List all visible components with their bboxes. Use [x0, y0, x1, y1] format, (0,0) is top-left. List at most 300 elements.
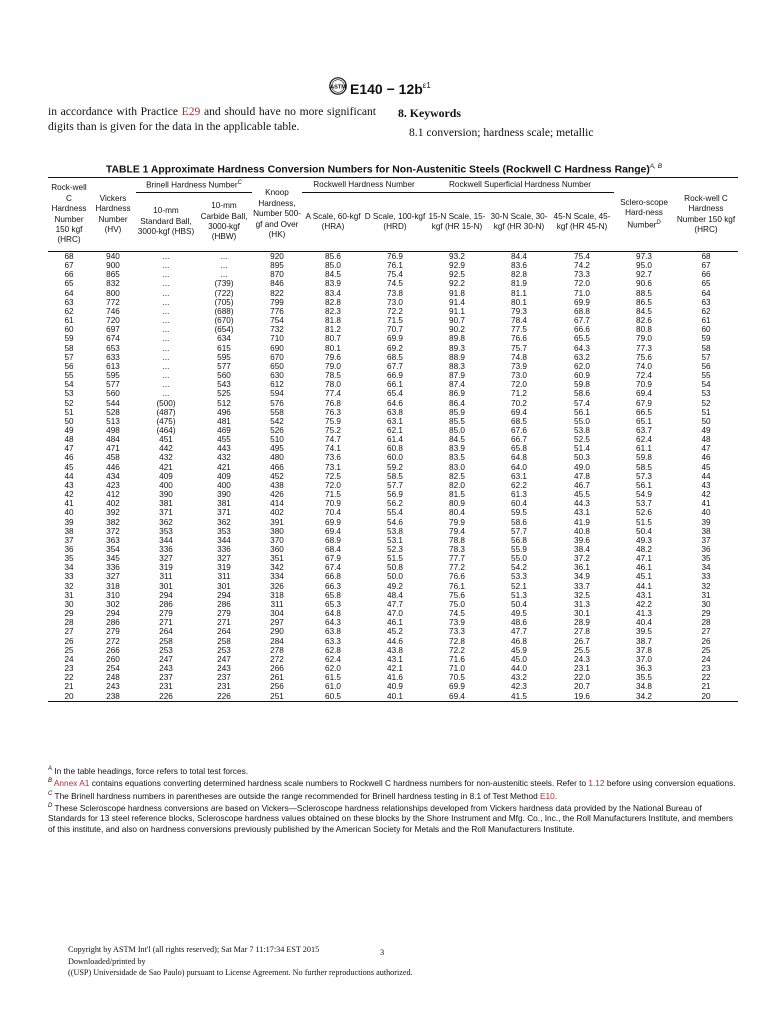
- table-cell: 48: [701, 435, 711, 445]
- table-row: [48, 289, 738, 298]
- table-cell: 36.1: [574, 563, 590, 573]
- table-cell: 50.4: [636, 526, 652, 536]
- table-cell: 81.5: [449, 490, 465, 500]
- table-cell: 66.7: [511, 435, 527, 445]
- table-row: [48, 692, 738, 702]
- table-cell: 52: [64, 398, 74, 408]
- table-cell: 48.4: [387, 590, 403, 600]
- table-cell: 59: [701, 334, 711, 344]
- table-cell: 344: [159, 535, 173, 545]
- table-cell: 231: [217, 682, 231, 692]
- table-cell: 226: [136, 692, 196, 702]
- table-row: [48, 325, 738, 334]
- table-cell: 412: [106, 490, 120, 500]
- table-cell: 62: [701, 306, 711, 316]
- table-cell: 74.0: [636, 361, 652, 371]
- table-cell: 83.6: [511, 261, 527, 271]
- table-cell: (670): [214, 316, 234, 326]
- table-cell: 30: [701, 599, 711, 609]
- table-cell: 78.5: [325, 371, 341, 381]
- table-cell: 294: [106, 609, 120, 619]
- table-cell: 86.4: [449, 398, 465, 408]
- table-row: [48, 572, 738, 581]
- table-cell: ...: [220, 261, 228, 271]
- table-cell: 69.4: [325, 526, 341, 536]
- table-cell: 382: [106, 517, 120, 527]
- table-cell: 690: [270, 343, 284, 353]
- table-cell: 74.7: [325, 435, 341, 445]
- table-cell: 870: [270, 270, 284, 280]
- header-vickers: Vickers Hardness Number (HV): [90, 178, 136, 252]
- table-cell: 353: [217, 526, 231, 536]
- table-cell: 50.3: [574, 453, 590, 463]
- table-cell: 35.5: [636, 673, 652, 683]
- table-cell: 710: [270, 334, 284, 344]
- table-cell: 76.1: [387, 261, 403, 271]
- table-cell: 59.5: [511, 508, 527, 518]
- table-cell: 92.7: [636, 270, 652, 280]
- table-cell: 75.4: [387, 270, 403, 280]
- table-cell: 70.7: [387, 325, 403, 335]
- table-cell: 31: [64, 590, 74, 600]
- table-cell: 76.6: [449, 572, 465, 582]
- table-cell: 37.2: [574, 554, 590, 564]
- table-cell: 336: [159, 545, 173, 554]
- table-cell: 595: [106, 371, 120, 381]
- table-cell: 720: [106, 316, 120, 326]
- table-cell: 76.6: [511, 334, 527, 344]
- table-cell: 69.9: [325, 517, 341, 527]
- table-cell: 51: [701, 407, 711, 417]
- table-cell: ...: [162, 261, 170, 271]
- table-cell: 48.6: [511, 618, 527, 628]
- practice-e29-link[interactable]: E29: [181, 105, 201, 118]
- table-cell: 43.1: [636, 590, 652, 600]
- table-cell: 42.1: [387, 664, 403, 674]
- table-cell: 63.1: [511, 471, 527, 481]
- table-cell: 91.8: [449, 288, 465, 298]
- table-cell: 87.9: [449, 371, 465, 381]
- page-number: 3: [380, 948, 385, 957]
- table-cell: 286: [217, 599, 231, 609]
- table-cell: 670: [270, 352, 284, 362]
- table-cell: 336: [106, 563, 120, 573]
- table-cell: 33.7: [574, 581, 590, 591]
- table-cell: 370: [270, 535, 284, 545]
- table-cell: 39.5: [636, 627, 652, 637]
- table-row: [48, 279, 738, 288]
- table-cell: 409: [159, 471, 173, 481]
- table-cell: 55: [701, 371, 711, 381]
- table-cell: 44.6: [387, 636, 403, 646]
- svg-text:ASTM: ASTM: [330, 84, 346, 91]
- table-cell: 67.6: [511, 425, 527, 435]
- table-row: [48, 527, 738, 536]
- table-cell: 261: [270, 673, 284, 683]
- table-cell: 90.2: [449, 325, 465, 335]
- table-cell: 74.5: [387, 279, 403, 289]
- table-cell: 634: [217, 334, 231, 344]
- table-cell: 34: [64, 563, 74, 573]
- table-cell: 60.9: [574, 371, 590, 381]
- table-cell: 37: [701, 535, 711, 545]
- table-cell: 27.8: [574, 627, 590, 637]
- table-row: [48, 591, 738, 600]
- table-cell: 319: [159, 563, 173, 573]
- table-cell: 443: [217, 444, 231, 454]
- table-cell: ...: [220, 252, 228, 261]
- table-cell: 41.3: [636, 609, 652, 619]
- table-cell: 353: [159, 526, 173, 536]
- table-cell: 56.8: [511, 535, 527, 545]
- table-cell: 438: [270, 480, 284, 490]
- table-cell: 20: [48, 692, 90, 702]
- header-hr15n: 15-N Scale, 15-kgf (HR 15-N): [426, 193, 488, 252]
- table-cell: 258: [159, 636, 173, 646]
- table-cell: 297: [270, 618, 284, 628]
- table-cell: 28: [701, 618, 711, 628]
- table-cell: 310: [106, 590, 120, 600]
- table-cell: 70.9: [325, 499, 341, 509]
- table-cell: 68.9: [325, 535, 341, 545]
- hardness-conversion-table: [48, 177, 738, 702]
- header-rockwell-group: Rockwell Hardness Number: [302, 178, 426, 193]
- table-cell: 80.7: [325, 334, 341, 344]
- table-cell: 73.9: [511, 361, 527, 371]
- table-cell: 226: [196, 692, 252, 702]
- table-cell: 47.7: [387, 599, 403, 609]
- table-cell: 62.8: [325, 645, 341, 655]
- table-cell: 363: [106, 535, 120, 545]
- table-cell: (705): [214, 297, 234, 307]
- table-cell: ...: [162, 380, 170, 390]
- table-cell: ...: [162, 343, 170, 353]
- table-row: [48, 408, 738, 417]
- table-cell: 45: [701, 462, 711, 472]
- table-cell: 402: [106, 499, 120, 509]
- test-method-e10-link[interactable]: E10: [540, 790, 555, 801]
- table-cell: 51.5: [636, 517, 652, 527]
- table-cell: 45: [64, 462, 74, 472]
- header-hrc-left: Rock-well C Hardness Number 150 kgf (HRC): [48, 178, 90, 252]
- table-cell: 36: [64, 545, 74, 554]
- table-cell: 63.1: [387, 416, 403, 426]
- table-cell: 73.8: [387, 288, 403, 298]
- table-cell: 68.5: [387, 352, 403, 362]
- table-cell: 83.9: [449, 444, 465, 454]
- table-cell: 61: [64, 316, 74, 326]
- table-cell: 360: [270, 545, 284, 554]
- table-cell: 73.0: [511, 371, 527, 381]
- table-cell: 67: [64, 261, 74, 271]
- table-cell: 86.5: [636, 297, 652, 307]
- table-cell: 237: [217, 673, 231, 683]
- table-cell: 301: [159, 581, 173, 591]
- header-superficial-group: Rockwell Superficial Hardness Number: [426, 178, 614, 193]
- table-cell: 78.3: [449, 545, 465, 554]
- table-cell: 66.3: [325, 581, 341, 591]
- table-cell: ...: [162, 389, 170, 399]
- table-cell: 97.3: [636, 252, 652, 261]
- table-cell: 64.3: [574, 343, 590, 353]
- table-cell: 318: [106, 581, 120, 591]
- table-cell: 77.2: [449, 563, 465, 573]
- table-cell: 73.0: [387, 297, 403, 307]
- table-cell: 414: [270, 499, 284, 509]
- table-cell: 73.6: [325, 453, 341, 463]
- footnote-d: $^D$ These Scleroscope hardness conversions are based on Vickers—Scleroscope hardness relationships developed from Vickers hardness data provided by the National Bureau of Standards for 13 steel reference blocks, Scleroscope hardness values obtained on these blocks by the Shore Instrument and Mfg. Co., Inc., the Roll Manufacturers Institute, and members of this institute, and also on hardness conversions previously published by the American Society for Metals and the Roll Manufacturers Institute.: [48, 802, 733, 834]
- table-cell: 362: [159, 517, 173, 527]
- table-cell: 279: [217, 609, 231, 619]
- table-cell: 21: [701, 682, 711, 692]
- table-cell: 59.2: [387, 462, 403, 472]
- table-cell: 65.5: [574, 334, 590, 344]
- table-cell: 371: [159, 508, 173, 518]
- table-cell: 87.4: [449, 380, 465, 390]
- table-footnotes: [48, 764, 740, 834]
- table-cell: 72.0: [511, 380, 527, 390]
- table-cell: 45.9: [511, 645, 527, 655]
- table-cell: 311: [270, 599, 284, 609]
- table-cell: 38: [701, 526, 711, 536]
- table-cell: 426: [270, 490, 284, 500]
- table-cell: 56.1: [636, 480, 652, 490]
- table-cell: 66: [701, 270, 711, 280]
- annex-a1-link[interactable]: Annex A1: [52, 778, 90, 789]
- table-cell: 26: [701, 636, 711, 646]
- table-cell: 85.6: [325, 252, 341, 261]
- table-cell: 82.5: [449, 471, 465, 481]
- table-cell: 28.9: [574, 618, 590, 628]
- table-cell: 400: [217, 480, 231, 490]
- table-row: [48, 307, 738, 316]
- table-cell: 43.8: [387, 645, 403, 655]
- table-cell: 41: [701, 499, 711, 509]
- table-cell: 75.2: [325, 425, 341, 435]
- table-cell: 392: [106, 508, 120, 518]
- table-row: [48, 261, 738, 270]
- table-cell: 80.9: [449, 499, 465, 509]
- table-cell: 52.5: [574, 435, 590, 445]
- table-cell: 55.0: [574, 416, 590, 426]
- table-cell: 72.5: [325, 471, 341, 481]
- continued-paragraph: in accordance with Practice E29 and should have no more significant digits than is given for the data in the applicable table.: [48, 105, 377, 133]
- table-cell: 74.5: [449, 609, 465, 619]
- table-cell: 66.1: [387, 380, 403, 390]
- table-cell: 83.4: [325, 288, 341, 298]
- footnote-c: $^C$ The Brinell hardness numbers in parentheses are outside the range recommended for Brinell hardness testing in 8.1 of Test Method E10.: [48, 790, 558, 801]
- table-cell: 54: [701, 380, 711, 390]
- table-cell: 90.6: [636, 279, 652, 289]
- table-cell: 26: [64, 636, 74, 646]
- table-cell: 83.0: [449, 462, 465, 472]
- table-cell: 62: [64, 306, 74, 316]
- table-cell: 495: [270, 444, 284, 454]
- table-cell: 68.4: [325, 545, 341, 554]
- table-cell: 326: [270, 581, 284, 591]
- table-cell: 69.9: [387, 334, 403, 344]
- table-cell: 67.9: [325, 554, 341, 564]
- table-cell: 38.4: [574, 545, 590, 554]
- table-cell: 65.3: [325, 599, 341, 609]
- table-cell: 59: [64, 334, 74, 344]
- table-cell: 82.8: [511, 270, 527, 280]
- table-cell: 66.8: [325, 572, 341, 582]
- table-cell: 71.6: [449, 654, 465, 664]
- table-row: [48, 380, 738, 389]
- table-cell: 248: [106, 673, 120, 683]
- table-cell: 38.7: [636, 636, 652, 646]
- table-cell: 46.7: [574, 480, 590, 490]
- table-cell: 67.7: [387, 361, 403, 371]
- table-cell: 26.7: [574, 636, 590, 646]
- table-cell: 72.4: [636, 371, 652, 381]
- table-cell: 52.1: [511, 581, 527, 591]
- table-cell: 72.0: [325, 480, 341, 490]
- table-cell: 61.5: [325, 673, 341, 683]
- table-cell: 66.9: [387, 371, 403, 381]
- table-cell: 594: [270, 389, 284, 399]
- table-cell: 351: [270, 554, 284, 564]
- downloaded-line: Downloaded/printed by: [68, 956, 146, 966]
- table-cell: 31: [701, 590, 711, 600]
- table-cell: 44.3: [574, 499, 590, 509]
- table-cell: 380: [270, 526, 284, 536]
- table-row: [48, 371, 738, 380]
- table-cell: 272: [270, 654, 284, 664]
- table-cell: 71.0: [449, 664, 465, 674]
- table-row: [48, 545, 738, 554]
- table-cell: 67: [701, 261, 711, 271]
- table-cell: (688): [214, 306, 234, 316]
- table-cell: 832: [106, 279, 120, 289]
- table-cell: 82.8: [325, 297, 341, 307]
- table-cell: 271: [217, 618, 231, 628]
- table-cell: 49: [701, 425, 711, 435]
- table-cell: 577: [106, 380, 120, 390]
- table-cell: 45.2: [387, 627, 403, 637]
- table-cell: 63.8: [325, 627, 341, 637]
- table-cell: 50.0: [387, 572, 403, 582]
- table-cell: 57.7: [387, 480, 403, 490]
- table-cell: 754: [270, 316, 284, 326]
- table-cell: 630: [270, 371, 284, 381]
- section-1-12-link[interactable]: 1.12: [588, 778, 605, 789]
- table-cell: 45.5: [574, 490, 590, 500]
- header-hrc-right: Rock-well C Hardness Number 150 kgf (HRC): [674, 178, 738, 252]
- table-body: [48, 252, 738, 702]
- table-cell: 558: [270, 407, 284, 417]
- table-cell: 44: [701, 471, 711, 481]
- table-cell: 653: [106, 343, 120, 353]
- table-cell: 452: [270, 471, 284, 481]
- table-cell: 36.3: [636, 664, 652, 674]
- table-cell: 76.8: [325, 398, 341, 408]
- table-cell: 253: [159, 645, 173, 655]
- table-cell: 61.1: [636, 444, 652, 454]
- footnote-a: $^A$ In the table headings, force refers to total test forces.: [48, 765, 249, 776]
- table-cell: 40.1: [364, 692, 426, 702]
- table-cell: 391: [270, 517, 284, 527]
- table-cell: 271: [159, 618, 173, 628]
- table-cell: 54.2: [511, 563, 527, 573]
- table-cell: 50: [64, 416, 74, 426]
- table-cell: 258: [217, 636, 231, 646]
- table-cell: 60.4: [511, 499, 527, 509]
- table-cell: 615: [217, 343, 231, 353]
- table-cell: 940: [106, 252, 120, 261]
- table-cell: 65: [64, 279, 74, 289]
- table-cell: 40.8: [574, 526, 590, 536]
- table-cell: 432: [217, 453, 231, 463]
- table-cell: 77.3: [636, 343, 652, 353]
- table-cell: 59.8: [636, 453, 652, 463]
- table-cell: 354: [106, 545, 120, 554]
- table-row: [48, 353, 738, 362]
- table-cell: 69.4: [636, 389, 652, 399]
- table-cell: 33: [701, 572, 711, 582]
- table-cell: 71.5: [387, 316, 403, 326]
- table-cell: 302: [106, 599, 120, 609]
- table-cell: 49.5: [511, 609, 527, 619]
- table-cell: 60: [64, 325, 74, 335]
- table-cell: 71.2: [511, 389, 527, 399]
- table-cell: 50: [701, 416, 711, 426]
- table-cell: 41: [64, 499, 74, 509]
- table-cell: 75.9: [325, 416, 341, 426]
- table-row: [48, 417, 738, 426]
- table-cell: 47.7: [511, 627, 527, 637]
- page-header: [0, 77, 768, 97]
- table-row: [48, 334, 738, 343]
- table-cell: 30.1: [574, 609, 590, 619]
- table-cell: 256: [270, 682, 284, 692]
- table-cell: 55.0: [511, 554, 527, 564]
- table-cell: 30: [64, 599, 74, 609]
- table-cell: 75.7: [511, 343, 527, 353]
- table-cell: 543: [217, 380, 231, 390]
- table-cell: 776: [270, 306, 284, 316]
- table-cell: ...: [162, 361, 170, 371]
- table-cell: 732: [270, 325, 284, 335]
- table-row: [48, 389, 738, 398]
- table-cell: 80.4: [449, 508, 465, 518]
- table-cell: 81.8: [325, 316, 341, 326]
- table-cell: 469: [217, 425, 231, 435]
- table-cell: 74.1: [325, 444, 341, 454]
- table-cell: 544: [106, 398, 120, 408]
- table-cell: 23.1: [574, 664, 590, 674]
- table-cell: 697: [106, 325, 120, 335]
- table-cell: 69.9: [574, 297, 590, 307]
- table-cell: 24: [701, 654, 711, 664]
- table-cell: 88.9: [449, 352, 465, 362]
- table-cell: 73.3: [574, 270, 590, 280]
- table-cell: 434: [106, 471, 120, 481]
- table-cell: 20.7: [574, 682, 590, 692]
- table-cell: 42.2: [636, 599, 652, 609]
- table-cell: 286: [106, 618, 120, 628]
- table-cell: 576: [270, 398, 284, 408]
- table-cell: 47.0: [387, 609, 403, 619]
- table-cell: 260: [106, 654, 120, 664]
- table-row: [48, 618, 738, 627]
- table-cell: 41.5: [488, 692, 550, 702]
- table-cell: 36: [701, 545, 711, 554]
- table-cell: 471: [106, 444, 120, 454]
- table-cell: ...: [162, 252, 170, 261]
- table-cell: 24: [64, 654, 74, 664]
